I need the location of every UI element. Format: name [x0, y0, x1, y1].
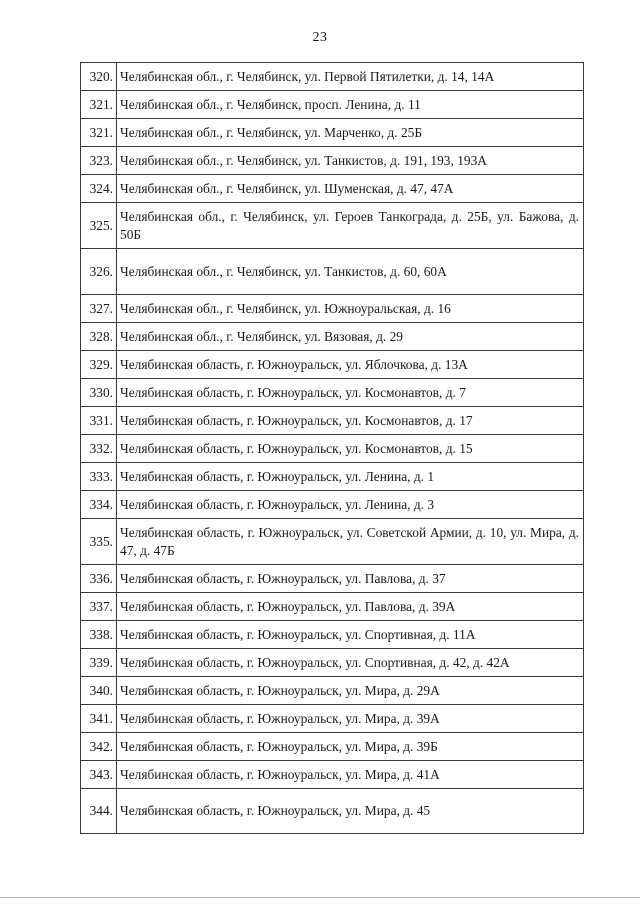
- row-number: 327.: [81, 295, 117, 323]
- row-address: Челябинская обл., г. Челябинск, ул. Шуменская, д. 47, 47А: [117, 175, 584, 203]
- table-row: [81, 203, 584, 249]
- row-number: 336.: [81, 565, 117, 593]
- row-number: 325.: [81, 203, 117, 249]
- row-number: 333.: [81, 463, 117, 491]
- row-number: 334.: [81, 491, 117, 519]
- table-row: [81, 63, 584, 91]
- row-address: Челябинская область, г. Южноуральск, ул. Мира, д. 39Б: [117, 733, 584, 761]
- row-number: 339.: [81, 649, 117, 677]
- row-address: Челябинская область, г. Южноуральск, ул. Спортивная, д. 11А: [117, 621, 584, 649]
- row-number: 326.: [81, 249, 117, 295]
- table-row: [81, 677, 584, 705]
- row-number: 321.: [81, 119, 117, 147]
- row-address: Челябинская область, г. Южноуральск, ул. Мира, д. 41А: [117, 761, 584, 789]
- row-address: Челябинская обл., г. Челябинск, просп. Ленина, д. 11: [117, 91, 584, 119]
- table-row: [81, 407, 584, 435]
- page-number: 23: [312, 30, 328, 45]
- table-row: [81, 593, 584, 621]
- row-number: 320.: [81, 63, 117, 91]
- row-number: 324.: [81, 175, 117, 203]
- row-address: Челябинская область, г. Южноуральск, ул. Космонавтов, д. 15: [117, 435, 584, 463]
- table-row: [81, 761, 584, 789]
- row-number: 331.: [81, 407, 117, 435]
- address-table: [80, 62, 584, 834]
- table-row: [81, 565, 584, 593]
- row-address: Челябинская обл., г. Челябинск, ул. Танкистов, д. 60, 60А: [117, 249, 584, 295]
- row-address: Челябинская область, г. Южноуральск, ул. Спортивная, д. 42, д. 42А: [117, 649, 584, 677]
- row-number: 323.: [81, 147, 117, 175]
- row-address: Челябинская область, г. Южноуральск, ул. Ленина, д. 3: [117, 491, 584, 519]
- row-number: 328.: [81, 323, 117, 351]
- row-address: Челябинская обл., г. Челябинск, ул. Первой Пятилетки, д. 14, 14А: [117, 63, 584, 91]
- row-address: Челябинская область, г. Южноуральск, ул. Яблочкова, д. 13А: [117, 351, 584, 379]
- table-row: [81, 351, 584, 379]
- table-row: [81, 147, 584, 175]
- row-number: 332.: [81, 435, 117, 463]
- row-address: Челябинская обл., г. Челябинск, ул. Танкистов, д. 191, 193, 193А: [117, 147, 584, 175]
- row-number: 341.: [81, 705, 117, 733]
- table-row: [81, 323, 584, 351]
- table-row: [81, 733, 584, 761]
- table-row: [81, 649, 584, 677]
- table-row: [81, 249, 584, 295]
- row-number: 329.: [81, 351, 117, 379]
- row-address: Челябинская область, г. Южноуральск, ул. Мира, д. 39А: [117, 705, 584, 733]
- row-address: Челябинская область, г. Южноуральск, ул. Павлова, д. 39А: [117, 593, 584, 621]
- table-row: [81, 379, 584, 407]
- table-row: [81, 91, 584, 119]
- row-address: Челябинская область, г. Южноуральск, ул. Павлова, д. 37: [117, 565, 584, 593]
- row-address: Челябинская область, г. Южноуральск, ул. Мира, д. 29А: [117, 677, 584, 705]
- row-address: Челябинская обл., г. Челябинск, ул. Вязовая, д. 29: [117, 323, 584, 351]
- row-address: Челябинская обл., г. Челябинск, ул. Южноуральская, д. 16: [117, 295, 584, 323]
- row-number: 344.: [81, 789, 117, 834]
- row-address: Челябинская область, г. Южноуральск, ул. Космонавтов, д. 7: [117, 379, 584, 407]
- row-number: 342.: [81, 733, 117, 761]
- table-row: [81, 463, 584, 491]
- row-address: Челябинская обл., г. Челябинск, ул. Марченко, д. 25Б: [117, 119, 584, 147]
- table-row: [81, 435, 584, 463]
- row-number: 337.: [81, 593, 117, 621]
- row-address: Челябинская область, г. Южноуральск, ул. Космонавтов, д. 17: [117, 407, 584, 435]
- table-row: [81, 295, 584, 323]
- row-number: 338.: [81, 621, 117, 649]
- row-number: 321.: [81, 91, 117, 119]
- row-address: Челябинская обл., г. Челябинск, ул. Героев Танкограда, д. 25Б, ул. Бажова, д. 50Б: [117, 203, 584, 249]
- table-row: [81, 519, 584, 565]
- table-row: [81, 705, 584, 733]
- table-row: [81, 491, 584, 519]
- row-address: Челябинская область, г. Южноуральск, ул. Ленина, д. 1: [117, 463, 584, 491]
- row-number: 340.: [81, 677, 117, 705]
- row-number: 343.: [81, 761, 117, 789]
- row-number: 335.: [81, 519, 117, 565]
- page-bottom-edge: [0, 897, 640, 898]
- table-row: [81, 175, 584, 203]
- row-number: 330.: [81, 379, 117, 407]
- row-address: Челябинская область, г. Южноуральск, ул. Советской Армии, д. 10, ул. Мира, д. 47, д. 47Б: [117, 519, 584, 565]
- table-row: [81, 621, 584, 649]
- table-row: [81, 119, 584, 147]
- row-address: Челябинская область, г. Южноуральск, ул. Мира, д. 45: [117, 789, 584, 834]
- table-row: [81, 789, 584, 834]
